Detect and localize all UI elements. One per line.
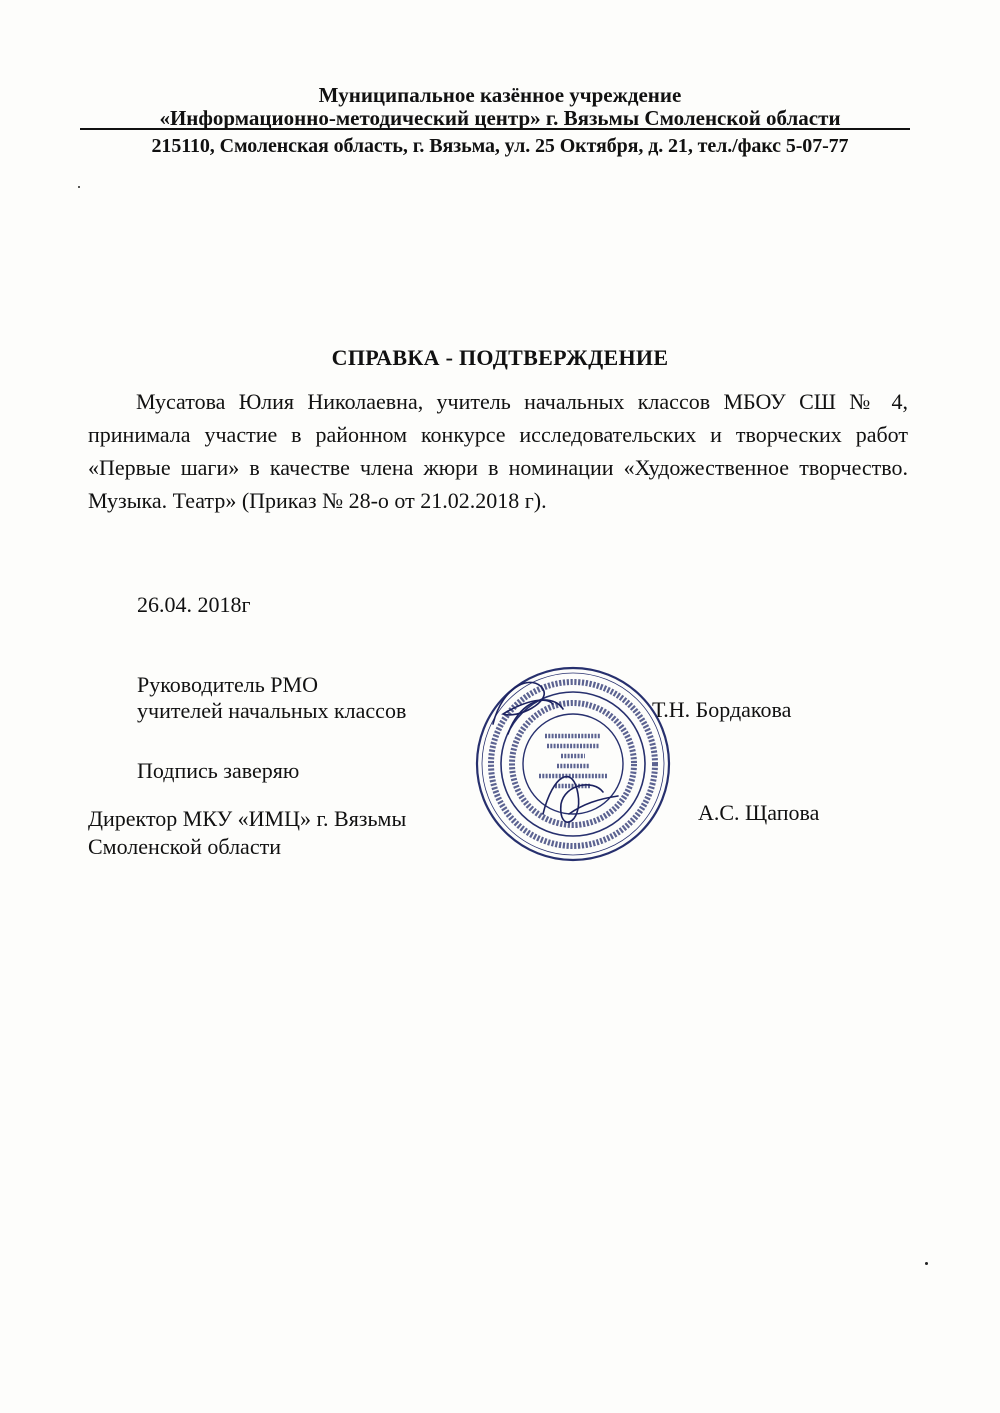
signatory-2-role bbox=[88, 805, 406, 861]
document-title: СПРАВКА - ПОДТВЕРЖДЕНИЕ bbox=[331, 345, 669, 370]
header-org-name: Муниципальное казённое учреждение bbox=[318, 83, 682, 107]
header-org-fullname: «Информационно-методический центр» г. Вязьмы Смоленской области bbox=[159, 106, 841, 130]
signatory-2-role-line2: Смоленской области bbox=[88, 834, 281, 859]
stamp-inner-ring bbox=[523, 714, 623, 814]
official-stamp bbox=[473, 664, 673, 864]
signatory-1-role-line1: Руководитель РМО bbox=[137, 672, 318, 697]
scan-speck bbox=[78, 186, 80, 188]
certify-label: Подпись заверяю bbox=[137, 758, 300, 783]
signatory-1-role bbox=[137, 672, 406, 724]
scan-speck bbox=[925, 1262, 928, 1265]
document-body: Мусатова Юлия Николаевна, учитель начальных классов МБОУ СШ № 4, принимала участие в районном конкурсе исследовательских и творческих работ «Первые шаги» в качестве члена жюри в номинации «Художественное творчество. Музыка. Театр» (Приказ № 28-о от 21.02.2018 г). bbox=[88, 389, 908, 513]
stamp-inner-lettering bbox=[512, 703, 634, 825]
signatory-2-role-line1: Директор МКУ «ИМЦ» г. Вязьмы bbox=[88, 806, 407, 831]
header-divider bbox=[80, 128, 910, 130]
document-date: 26.04. 2018г bbox=[137, 592, 251, 617]
header-address: 215110, Смоленская область, г. Вязьма, ул. 25 Октября, д. 21, тел./факс 5-07-77 bbox=[151, 135, 849, 157]
stamp-center-lettering bbox=[539, 736, 607, 786]
signatory-1-role-line2: учителей начальных классов bbox=[137, 698, 407, 723]
signatory-1-name: Т.Н. Бордакова bbox=[652, 697, 792, 722]
signatory-2-name: А.С. Щапова bbox=[698, 800, 820, 825]
